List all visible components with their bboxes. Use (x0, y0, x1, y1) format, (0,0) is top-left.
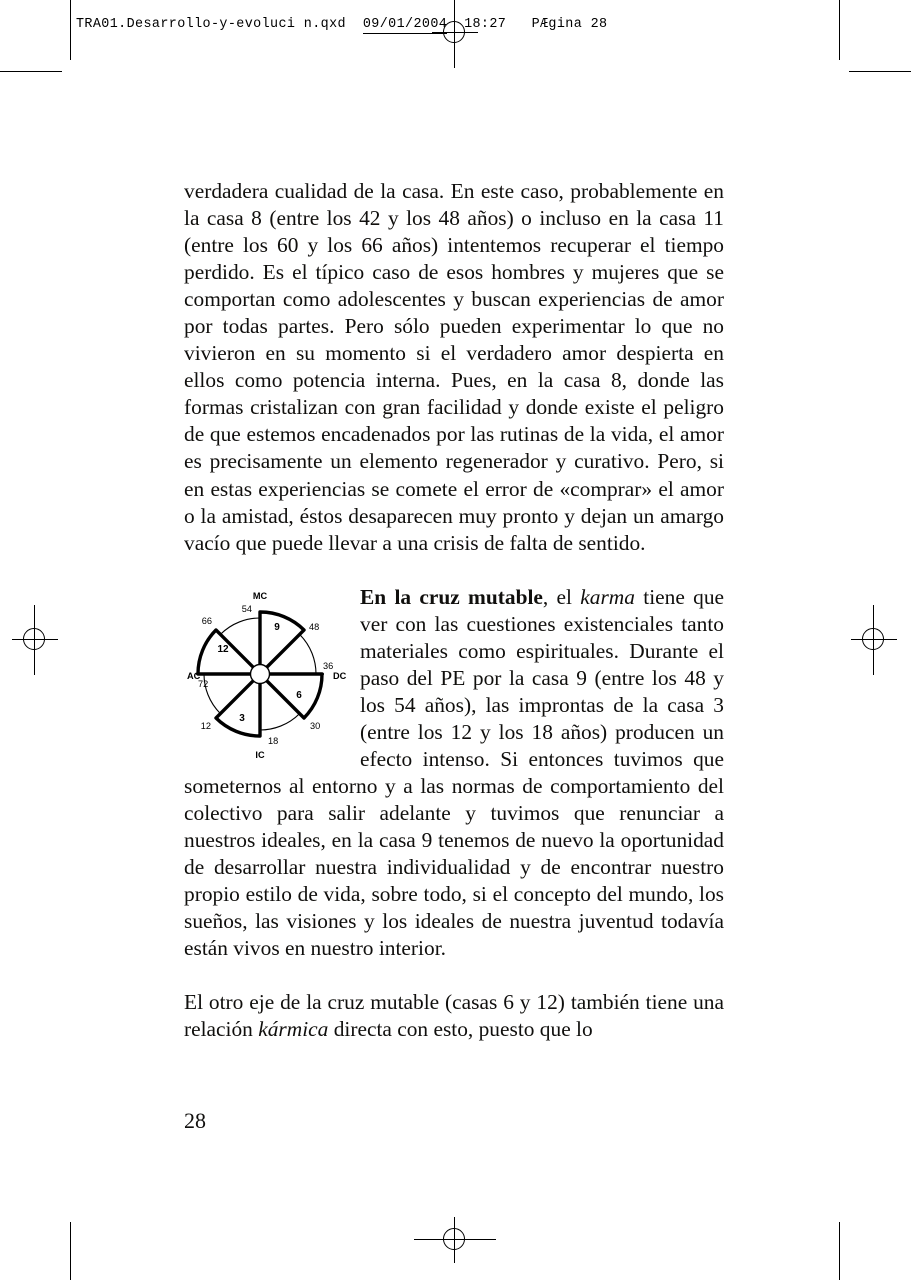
paragraph-3 (184, 989, 724, 1043)
wheel-age-66: 66 (201, 615, 212, 626)
wheel-age-36: 36 (323, 660, 334, 671)
job-slug-header (76, 17, 607, 32)
crop-mark-bottom-right-vertical (839, 1222, 840, 1280)
wheel-age-12: 12 (200, 720, 211, 731)
wheel-label-ac: AC (187, 670, 201, 681)
paragraph-2-italic-karma: karma (580, 584, 635, 609)
registration-mark-bottom-center (432, 1217, 478, 1263)
wheel-sector-house-12 (198, 630, 260, 674)
wheel-label-dc: DC (333, 670, 347, 681)
registration-circle (23, 628, 45, 650)
registration-mark-left-center (12, 617, 58, 663)
registration-circle (862, 628, 884, 650)
wheel-age-54: 54 (241, 603, 252, 614)
paragraph-spacer (184, 557, 724, 584)
wheel-diagram (184, 586, 352, 762)
wheel-label-ic: IC (255, 749, 265, 760)
wheel-center-hub (251, 664, 270, 683)
paragraph-spacer (184, 962, 724, 989)
page-number-folio: 28 (184, 1108, 206, 1133)
slug-gap-1 (346, 17, 363, 32)
paragraph-2-text-b: tiene que ver con las cuestiones existenciales tanto materiales como espirituales. Durante el paso del PE por la casa 9 (entre los 48 y los 54 años), las improntas de la casa 3 (entre los 12 y los 18 años) producen un efecto intenso. Si entonces tuvimos que someternos al entorno y a las normas de comportamiento del colectivo para salir adelante y tuvimos que renunciar a nuestros ideales, en la casa 9 tenemos de nuevo la oportunidad de desarrollar nuestra individualidad y de encontrar nuestro propio estilo de vida, sobre todo, si el concepto del mundo, los sueños, las visiones y los ideales de nuestra juventud todavía están vivos en nuestro interior. (184, 584, 725, 961)
crop-mark-bottom-left-vertical (70, 1222, 71, 1280)
crop-mark-top-right-horizontal (849, 71, 911, 72)
wheel-sector-house-3 (216, 674, 260, 736)
wheel-house-number-6: 6 (296, 689, 302, 701)
wheel-age-72: 72 (198, 678, 209, 689)
slug-time: 18:27 (464, 17, 507, 32)
paragraph-2-text-a: , el (542, 584, 581, 609)
paragraph-1: verdadera cualidad de la casa. En este caso, probablemente en la casa 8 (entre los 42 y los 48 años) o incluso en la casa 11 (entre los 60 y los 66 años) intentemos recuperar el tiempo perdido. Es el típico caso de esos hombres y mujeres que se comportan como adolescentes y buscan experiencias de amor por todas partes. Pero sólo pueden experimentar lo que no vivieron en su momento si el verdadero amor despierta en ellos como potencia interna. Pues, en la casa 8, donde las formas cristalizan con gran facilidad y donde existe el peligro de que estemos encadenados por las rutinas de la vida, el amor es precisamente un elemento regenerador y curativo. Pero, si en estas experiencias se comete el error de «comprar» el amor o la amistad, éstos desaparecen muy pronto y dejan un amargo vacío que puede llevar a una crisis de falta de sentido. (184, 179, 724, 555)
registration-mark-right-center (851, 617, 897, 663)
wheel-house-number-12: 12 (217, 643, 229, 655)
astrological-wheel-figure (184, 586, 352, 762)
crop-mark-top-left-horizontal (0, 71, 62, 72)
registration-circle (443, 1228, 465, 1250)
slug-page-label: PÆgina 28 (531, 17, 608, 32)
wheel-sector-house-6 (260, 674, 322, 718)
wheel-age-30: 30 (310, 720, 321, 731)
wheel-house-number-9: 9 (274, 621, 280, 633)
slug-filename: TRA01.Desarrollo-y-evoluci n.qxd (76, 17, 346, 32)
wheel-age-18: 18 (268, 735, 279, 746)
paragraph-3-text-a: El otro eje de la cruz mutable (casas 6 y 12) también tiene una relación (184, 990, 724, 1042)
wheel-label-mc: MC (252, 590, 268, 601)
slug-date: 09/01/2004 (362, 17, 448, 32)
wheel-age-48: 48 (309, 621, 320, 632)
wheel-house-number-3: 3 (239, 712, 245, 724)
paragraph-3-text-b: directa con esto, puesto que lo (328, 1017, 593, 1042)
slug-gap-2 (447, 17, 464, 32)
paragraph-3-italic-karmica: kármica (258, 1017, 329, 1042)
crop-mark-top-right-vertical (839, 0, 840, 60)
crop-mark-top-left-vertical (70, 0, 71, 60)
wheel-sector-house-9 (260, 612, 304, 674)
body-text-column (184, 178, 724, 1043)
slug-gap-3 (506, 17, 531, 32)
paragraph-2-lead-bold: En la cruz mutable (360, 584, 543, 609)
